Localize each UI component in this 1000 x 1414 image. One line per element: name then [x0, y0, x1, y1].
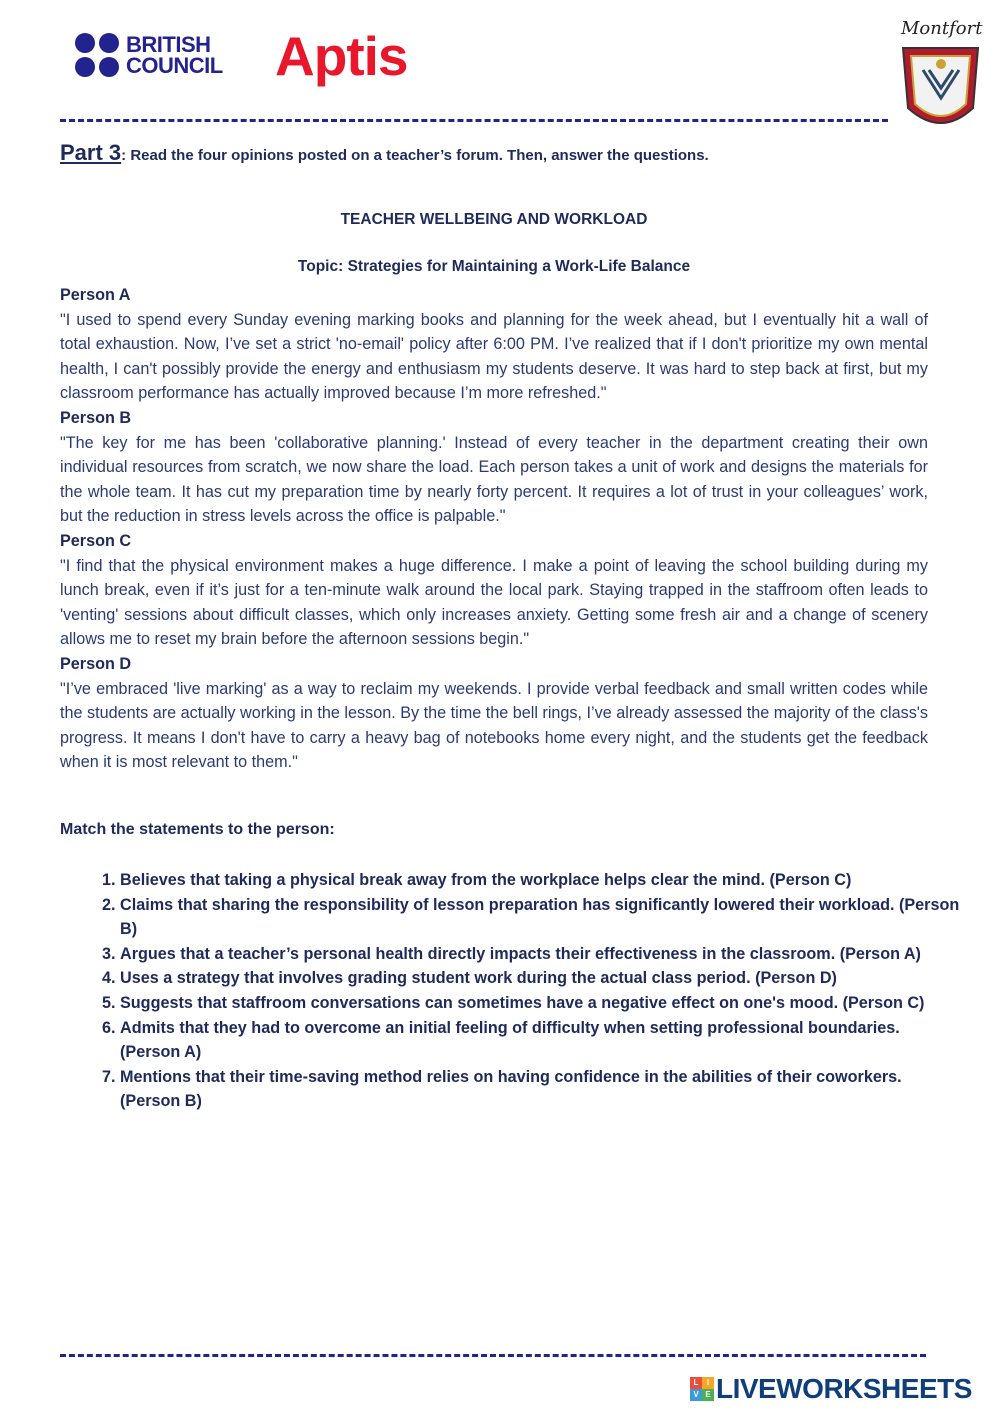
- liveworksheets-icon: L I V E: [690, 1377, 714, 1401]
- person-opinion-text: "I’ve embraced 'live marking' as a way to reclaim my weekends. I provide verbal feedback and small written codes while the students are actually working in the lesson. By the time the bell rings, I’ve already assessed the majority of the class's progress. It means I don't have to carry a heavy bag of notebooks home every night, and the students get the feedback when it is most relevant to them.": [60, 679, 928, 772]
- opinion-person-b: [60, 406, 928, 529]
- top-dashed-divider: [60, 119, 888, 122]
- person-opinion-text: "The key for me has been 'collaborative planning.' Instead of every teacher in the department creating their own individual resources from scratch, we now share the load. Each person takes a unit of work and designs the materials for the whole team. It has cut my preparation time by nearly forty percent. It requires a lot of trust in your colleagues’ work, but the reduction in stress levels across the office is palpable.": [60, 433, 928, 526]
- match-heading: Match the statements to the person:: [60, 821, 335, 838]
- bottom-dashed-divider: [60, 1354, 926, 1357]
- statement-item: 1. Believes that taking a physical break away from the workplace helps clear the mind. (Person C): [120, 868, 960, 893]
- statement-item: 4. Uses a strategy that involves grading student work during the actual class period. (Person D): [120, 966, 960, 991]
- person-name: Person D: [60, 654, 132, 673]
- topic-heading: Topic: Strategies for Maintaining a Work-Life Balance: [297, 258, 691, 275]
- brand-line-2: COUNCIL: [126, 53, 223, 78]
- person-opinion-text: "I find that the physical environment makes a huge difference. I make a point of leaving the school building during my lunch break, even if it’s just for a ten-minute walk around the local park. Staying trapped in the staffroom often leads to 'venting' sessions about difficult classes, which only increases anxiety. Getting some fresh air and a change of scenery allows me to reset my brain before the afternoon sessions begin.": [60, 556, 928, 649]
- statement-item: 6. Admits that they had to overcome an initial feeling of difficulty when setting professional boundaries. (Person A): [120, 1016, 960, 1065]
- statement-item: 2. Claims that sharing the responsibility of lesson preparation has significantly lowered their workload. (Person B): [120, 893, 960, 942]
- brand-line-1: BRITISH: [126, 32, 211, 57]
- part-label: Part 3: [60, 140, 122, 165]
- statement-item: 3. Argues that a teacher’s personal health directly impacts their effectiveness in the classroom. (Person A): [120, 942, 960, 967]
- person-name: Person B: [60, 408, 132, 427]
- opinion-person-c: [60, 529, 928, 652]
- aptis-logo: Aptis: [275, 25, 408, 87]
- statement-item: 7. Mentions that their time-saving method relies on having confidence in the abilities of their coworkers. (Person B): [120, 1065, 960, 1114]
- opinions-list: [60, 283, 928, 775]
- liveworksheets-logo[interactable]: [690, 1373, 972, 1405]
- person-name: Person A: [60, 286, 131, 304]
- statements-list: [80, 868, 960, 1114]
- instruction-text: : Read the four opinions posted on a teacher’s forum. Then, answer the questions.: [121, 147, 709, 164]
- british-council-logo: [75, 33, 223, 77]
- british-council-wordmark: [126, 34, 223, 76]
- crest-signature: Montfort: [901, 18, 983, 39]
- statement-item: 5. Suggests that staffroom conversations can sometimes have a negative effect on one's mood. (Person C): [120, 991, 960, 1016]
- instruction: [60, 140, 709, 166]
- british-council-dots-icon: [75, 33, 119, 77]
- page-title: TEACHER WELLBEING AND WORKLOAD: [340, 211, 648, 228]
- liveworksheets-wordmark: LIVEWORKSHEETS: [716, 1373, 972, 1404]
- person-opinion-text: "I used to spend every Sunday evening marking books and planning for the week ahead, but I eventually hit a wall of total exhaustion. Now, I’ve set a strict 'no-email' policy after 6:00 PM. I’ve realized that if I don't prioritize my own mental health, I can't possibly provide the energy and enthusiasm my students deserve. It was hard to step back at first, but my classroom performance has actually improved because I’m more refreshed.": [60, 310, 928, 403]
- montfort-crest-icon: [893, 8, 988, 146]
- person-name: Person C: [60, 531, 132, 550]
- opinion-person-d: [60, 652, 928, 775]
- opinion-person-a: [60, 283, 928, 406]
